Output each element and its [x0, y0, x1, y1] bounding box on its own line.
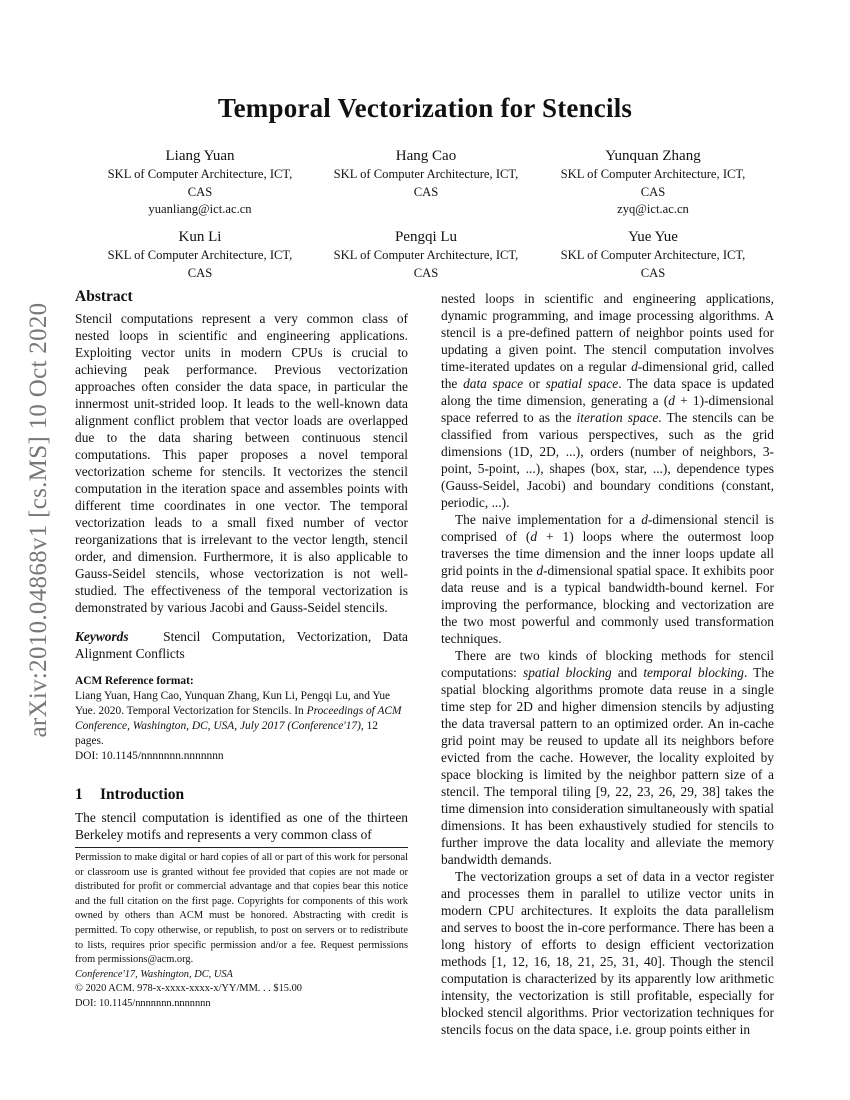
author-affiliation-cas: CAS — [187, 184, 213, 199]
acm-reference-text: Liang Yuan, Hang Cao, Yunquan Zhang, Kun Li, Pengqi Lu, and Yue Yue. 2020. Temporal Vectorization for Stencils. In — [75, 690, 391, 717]
author-block — [311, 147, 541, 201]
author-email: yuanliang@ict.ac.cn — [148, 202, 252, 216]
keywords-label: Keywords — [75, 629, 129, 644]
author-block — [85, 147, 315, 219]
intro-paragraph: nested loops in scientific and engineering applications, dynamic programming, and image processing algorithms. A stencil is a pre-defined pattern of neighbor points used for updating a given point. The stencil computation involves time-iterated updates on a regular d-dimensional grid, called the data space or spatial space. The data space is updated along the time dimension, generating a (d + 1)-dimensional space referred to as the iteration space. The stencils can be classified from various perspectives, such as the grid dimensions (1D, 2D, ...), orders (number of neighbors, 3-point, 5-point, ...), shapes (box, star, ...), dependence types (Gauss-Seidel, Jacobi) and boundary conditions (constant, periodic, ...). — [441, 291, 774, 510]
author-block — [311, 228, 541, 282]
acm-reference-venue: Proceedings of ACM Conference, Washington, DC, USA, July 2017 (Conference'17), — [75, 705, 402, 732]
author-name: Yunquan Zhang — [605, 148, 701, 164]
author-name: Hang Cao — [395, 148, 457, 164]
acm-reference-doi: DOI: 10.1145/nnnnnnn.nnnnnnn — [75, 750, 224, 762]
author-name: Yue Yue — [628, 229, 678, 245]
left-column — [75, 287, 408, 843]
author-affiliation: SKL of Computer Architecture, ICT, — [107, 248, 293, 262]
author-affiliation: SKL of Computer Architecture, ICT, — [333, 167, 519, 181]
keywords — [75, 628, 408, 662]
intro-title: Introduction — [100, 786, 185, 803]
intro-number: 1 — [75, 786, 83, 803]
acm-reference — [75, 689, 408, 749]
intro-text: The stencil computation is identified as one of the thirteen Berkeley motifs and represents a very common class of — [75, 810, 408, 842]
author-affiliation: SKL of Computer Architecture, ICT, — [107, 167, 293, 181]
author-name: Liang Yuan — [165, 148, 235, 164]
author-name: Kun Li — [178, 229, 222, 245]
author-affiliation: SKL of Computer Architecture, ICT, — [560, 167, 746, 181]
author-affiliation-cas: CAS — [413, 265, 439, 280]
author-email: zyq@ict.ac.cn — [617, 202, 689, 216]
abstract-heading: Abstract — [75, 288, 133, 305]
intro-paragraph: There are two kinds of blocking methods for stencil computations: spatial blocking and temporal blocking. The spatial blocking algorithms promote data reuse in a single time step for 2D and higher dimension stencils by adjusting the data traversal pattern to an optimized order. An in-cache grid point may be reused to update all its neighbors before evicted from the cache. However, the locality exploited by space blocking is limited by the neighbor pattern size of a stencil. The temporal tiling [9, 22, 23, 26, 29, 38] takes the time dimension into consideration simultaneously with spatial dimensions. It has been exhaustively studied for stencils to further improve the data locality and alleviate the memory bandwidth demands. — [441, 648, 774, 867]
author-block — [538, 147, 768, 219]
footnote-venue: Conference'17, Washington, DC, USA — [75, 968, 233, 980]
author-affiliation-cas: CAS — [413, 184, 439, 199]
footnote-copyright: © 2020 ACM. 978-x-xxxx-xxxx-x/YY/MM. . . $15.00 — [75, 983, 302, 995]
author-affiliation-cas: CAS — [640, 184, 666, 199]
author-block — [85, 228, 315, 282]
arxiv-sidebar — [26, 293, 52, 748]
intro-paragraph: The naive implementation for a d-dimensional stencil is comprised of (d + 1) loops where the outermost loop traverses the time dimension and the inner loops update all grid points in the d-dimensional spatial space. It exhibits poor data reuse and is a typical bandwidth-bound kernel. For improving the performance, blocking and vectorization are the two most powerful and commonly used transformation techniques. — [441, 512, 775, 646]
intro-paragraph: The vectorization groups a set of data in a vector register and processes them in parallel to utilize vector units in modern CPU architectures. It exploits the data parallelism and serves to boost the in-core performance. There has been a long history of efforts to design efficient vectorization methods [1, 12, 16, 18, 21, 25, 31, 40]. Though the stencil computation is characterized by its apparently low arithmetic intensity, the vectorization is still profitable, especially for blocked stencil algorithms. Prior vectorization techniques for stencils focus on the data space, i.e. group points either in — [441, 869, 774, 1037]
abstract-text: Stencil computations represent a very common class of nested loops in scientific and engineering applications. Exploiting vector units in modern CPUs is crucial to achieving peak performance. Previous vectorization approaches often consider the data space, in particular the innermost unit-strided loop. It leads to the well-known data alignment conflict problem that vector loads are overlapped due to the data sharing between continuous stencil computations. This paper proposes a novel temporal vectorization scheme for stencils. It vectorizes the stencil computation in the iteration space and assembles points with different time coordinates in one vector. The temporal vectorization leads to a small fixed number of vector reorganizations that is irrelevant to the vector length, stencil order, and dimension. Furthermore, it is also applicable to Gauss-Seidel stencils, whose vectorization is not well-studied. The effectiveness of the temporal vectorization is demonstrated by various Jacobi and Gauss-Seidel stencils. — [75, 311, 408, 615]
footnote-doi: DOI: 10.1145/nnnnnnn.nnnnnnn — [75, 997, 211, 1009]
arxiv-identifier: arXiv:2010.04868v1 [cs.MS] 10 Oct 2020 — [25, 302, 52, 738]
author-affiliation-cas: CAS — [640, 265, 666, 280]
author-affiliation: SKL of Computer Architecture, ICT, — [333, 248, 519, 262]
author-affiliation-cas: CAS — [187, 265, 213, 280]
paper-title: Temporal Vectorization for Stencils — [217, 93, 633, 123]
keywords-text: Stencil Computation, Vectorization, Data Alignment Conflicts — [75, 629, 408, 661]
right-column — [441, 290, 774, 1038]
acm-reference-pages: 12 pages. — [75, 720, 378, 747]
acm-reference-heading: ACM Reference format: — [75, 675, 194, 687]
copyright-footnote — [75, 847, 408, 1012]
author-name: Pengqi Lu — [394, 229, 458, 245]
permission-notice: Permission to make digital or hard copies of all or part of this work for personal or classroom use is granted without fee provided that copies are not made or distributed for profit or commercial advantage and that copies bear this notice and the full citation on the first page. Copyrights for components of this work owned by others than ACM must be honored. Abstracting with credit is permitted. To copy otherwise, or republish, to post on servers or to redistribute to lists, requires prior specific permission and/or a fee. Request permissions from permissions@acm.org. — [75, 852, 408, 966]
intro-heading — [75, 786, 408, 803]
author-block — [538, 228, 768, 282]
author-affiliation: SKL of Computer Architecture, ICT, — [560, 248, 746, 262]
